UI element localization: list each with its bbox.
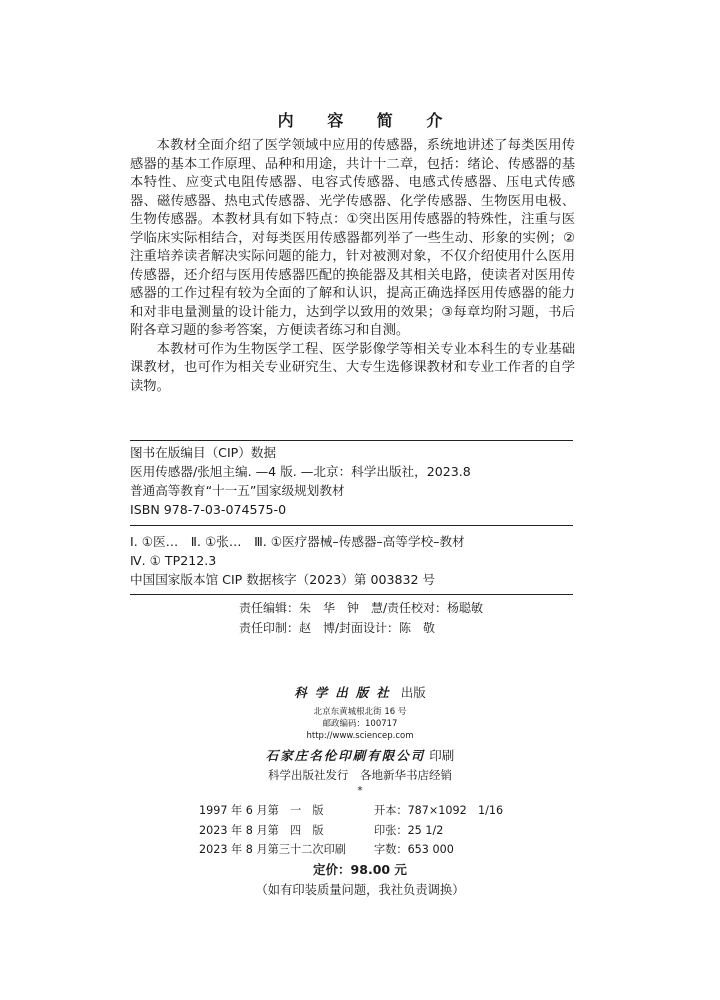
publisher-postcode: 邮政编码：100717	[322, 719, 398, 729]
edition-info: 2023 年 8 月第三十二次印刷	[199, 843, 346, 856]
distribution-line: 科学出版社发行 各地新华书店经销	[268, 768, 452, 782]
printer-line	[0, 746, 720, 764]
format-info: 开本：787×1092 1/16	[374, 804, 504, 817]
publisher-address: 北京东黄城根北街 16 号	[313, 707, 407, 717]
edition-info: 1997 年 6 月第 一 版	[199, 804, 324, 817]
cip-heading: 图书在版编目（CIP）数据	[130, 445, 277, 460]
cip-bibliographic-line: 医用传感器/张旭主编. —4 版. —北京：科学出版社，2023.8	[130, 464, 471, 479]
publisher-contact	[0, 706, 720, 742]
publisher-line	[0, 683, 720, 701]
cip-subject-line-1: Ⅰ. ①医… Ⅱ. ①张… Ⅲ. ①医疗器械–传感器–高等学校–教材	[130, 534, 465, 549]
impression-row	[199, 840, 529, 860]
cip-subject-line-2: Ⅳ. ① TP212.3	[130, 553, 217, 568]
abstract-paragraph-1: 本教材全面介绍了医学领域中应用的传感器，系统地讲述了每类医用传感器的基本工作原理、品种和用途，共计十二章，包括：绪论、传感器的基本特性、应变式电阻传感器、电容式传感器、电感式传感器、压电式传感器、磁传感器、热电式传感器、光学传感器、化学传感器、生物医用电极、生物传感器。本教材具有如下特点：①突出医用传感器的特殊性，注重与医学临床实际相结合，对每类医用传感器都列举了一些生动、形象的实例；②注重培养读者解决实际问题的能力，针对被测对象，不仅介绍使用什么医用传感器，还介绍与医用传感器匹配的换能器及其相关电路，使读者对医用传感器的工作过程有较为全面的了解和认识，提高正确选择医用传感器的能力和对非电量测量的设计能力，达到学以致用的效果；③每章均附习题，书后附各章习题的参考答案，方便读者练习和自测。	[130, 138, 575, 338]
edition-info: 2023 年 8 月第 四 版	[199, 823, 324, 837]
page-title: 内 容 简 介	[277, 111, 457, 130]
editor-credit-line-1: 责任编辑：朱 华 钟 慧/责任校对：杨聪敏	[239, 601, 484, 615]
impression-row	[199, 801, 529, 821]
price: 定价：98.00 元	[313, 862, 407, 877]
impression-table	[199, 801, 529, 860]
book-abstract	[130, 137, 575, 396]
cip-main-block	[130, 441, 573, 525]
cip-isbn: ISBN 978-7-03-074575-0	[130, 502, 287, 517]
publisher-name: 科学出版社	[294, 685, 397, 700]
cip-data-box	[130, 440, 573, 595]
printer-name: 石家庄名伦印刷有限公司	[265, 748, 426, 763]
publisher-suffix: 出版	[400, 685, 426, 700]
editorial-credits	[0, 598, 720, 638]
cip-verification-number: 中国国家版本馆 CIP 数据核字（2023）第 003832 号	[130, 572, 436, 587]
cip-series-line: 普通高等教育“十一五”国家级规划教材	[130, 483, 345, 498]
editor-credit-line-2: 责任印制：赵 博/封面设计：陈 敬	[239, 621, 436, 635]
impression-row	[199, 821, 529, 841]
format-info: 印张：25 1/2	[374, 823, 444, 837]
cip-subject-block	[130, 525, 573, 594]
abstract-paragraph-2: 本教材可作为生物医学工程、医学影像学等相关专业本科生的专业基础课教材，也可作为相关专业研究生、大专生选修课教材和专业工作者的自学读物。	[130, 341, 575, 394]
printer-suffix: 印刷	[429, 748, 455, 763]
format-info: 字数：653 000	[374, 843, 454, 856]
quality-notice: （如有印装质量问题，我社负责调换）	[255, 883, 465, 897]
separator-star: *	[357, 784, 363, 797]
publisher-url: http://www.sciencep.com	[306, 731, 414, 741]
